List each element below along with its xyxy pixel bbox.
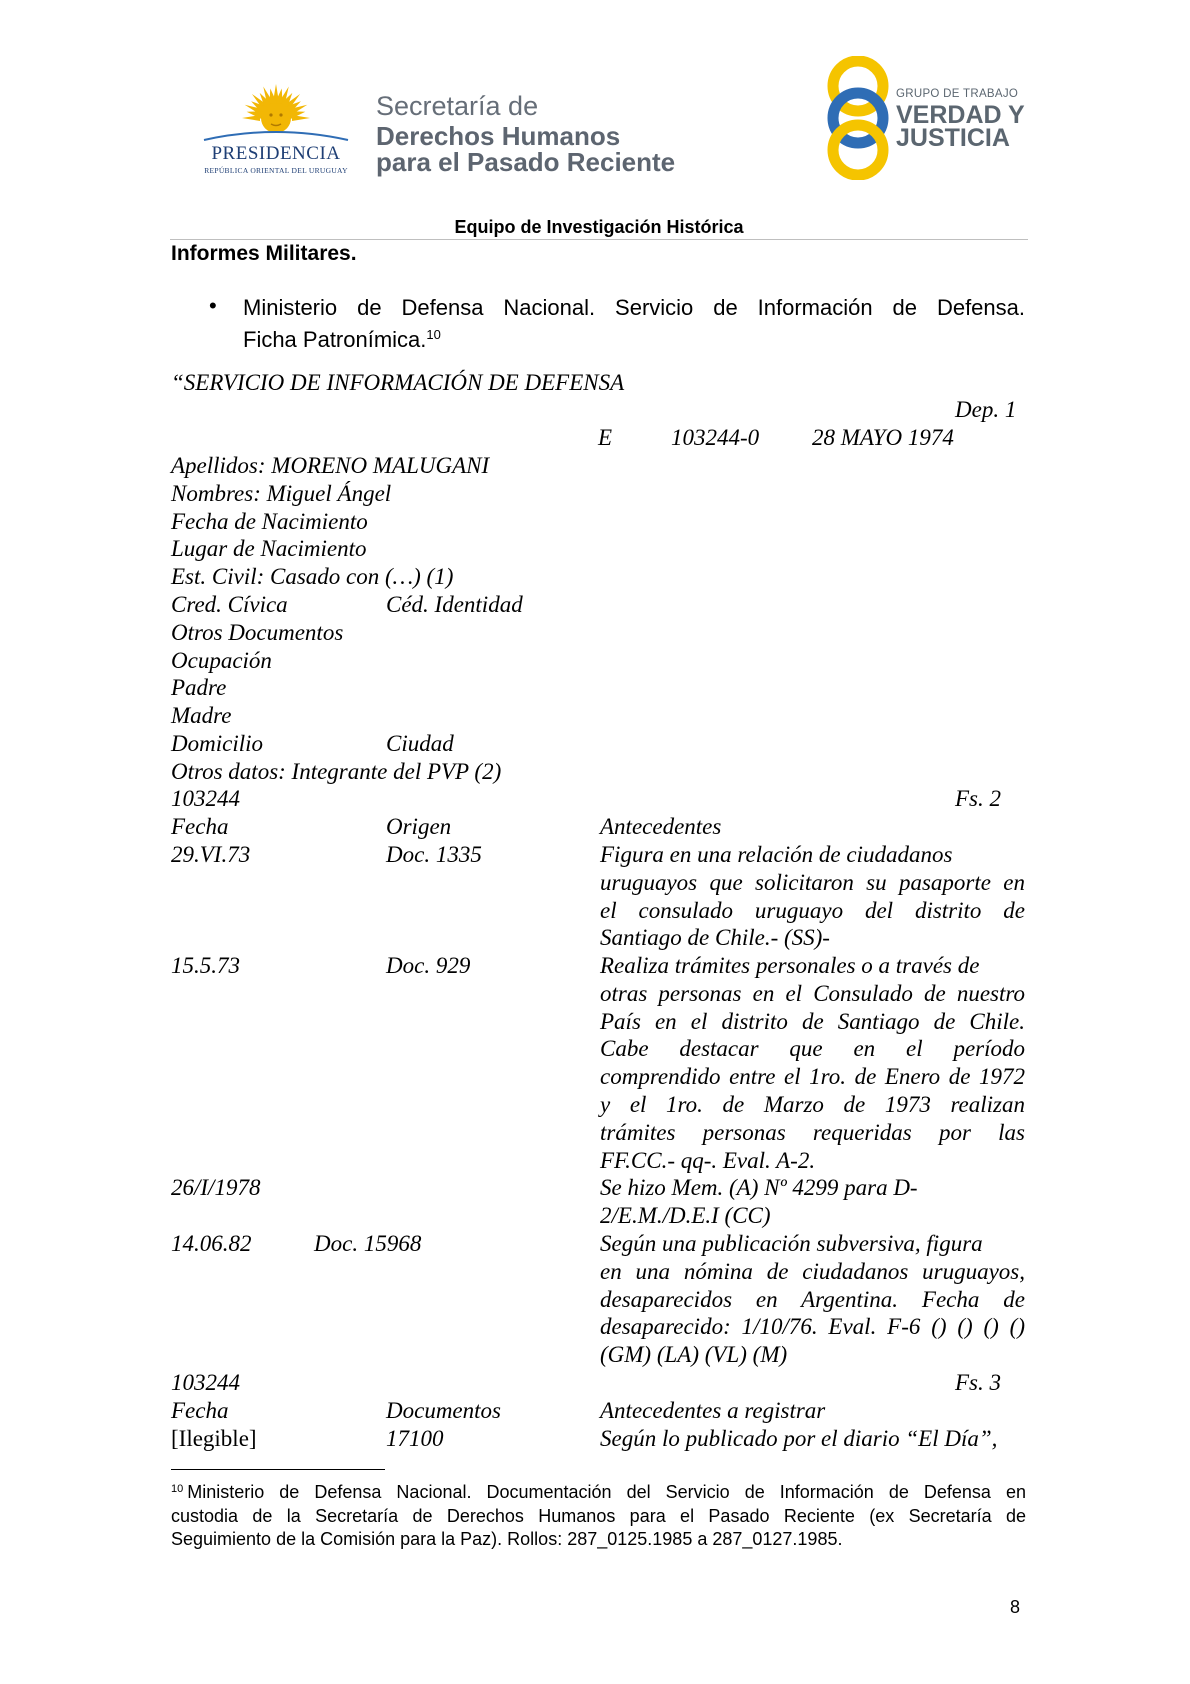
field-domicilio: Domicilio [171,731,263,756]
sun-emblem-icon [196,80,356,180]
col-fecha-2: Fecha [171,1398,229,1423]
interlocked-rings-icon [822,56,902,180]
entry-line: 2/E.M./D.E.I (CC) [600,1202,771,1228]
entry-line: Santiago de Chile.- (SS)- [600,925,830,951]
doc-date: 28 MAYO 1974 [812,425,954,450]
entry-fecha: 26/I/1978 [171,1175,261,1200]
col-origen: Origen [386,814,452,839]
footnote-ref: 10 [426,327,441,342]
field-otros-datos: Otros datos: Integrante del PVP (2) [171,759,502,784]
entry-line: el consulado uruguayo del distrito de [600,897,1025,923]
entry-antecedentes [600,952,1025,1174]
doc-dep: Dep. 1 [955,397,1017,422]
footnote-rule [171,1469,385,1470]
entry-line: Según una publicación subversiva, figura [600,1231,983,1256]
presidencia-sub-label: REPÚBLICA ORIENTAL DEL URUGUAY [204,166,348,175]
entry-line: Realiza trámites personales o a través de [600,953,980,978]
footnote [171,1478,1026,1552]
field-estado-civil: Est. Civil: Casado con (…) (1) [171,564,454,589]
grupo-big-label-2: JUSTICIA [896,124,1010,152]
entry-line: en una nómina de ciudadanos uruguayos, [600,1258,1025,1284]
entry-line: Figura en una relación de ciudadanos [600,842,953,867]
last-fecha: [Ilegible] [171,1426,257,1451]
entry-antecedentes [600,841,1025,952]
doc-e: E [598,425,613,450]
secretaria-line-3: para el Pasado Reciente [376,147,676,177]
entry-fecha: 29.VI.73 [171,842,251,867]
entry-line: y el 1ro. de Marzo de 1973 realizan [600,1091,1025,1117]
team-heading: Equipo de Investigación Histórica [454,217,744,237]
fs2-label: Fs. 2 [955,786,1001,811]
col-documentos: Documentos [386,1398,501,1423]
header-rule [170,239,1028,240]
secretaria-line-1: Secretaría de [376,91,539,121]
field-ced-identidad: Céd. Identidad [386,592,523,617]
fs2-id: 103244 [171,786,240,811]
entry-fecha: 14.06.82 [171,1231,252,1256]
secretaria-line-2: Derechos Humanos [376,121,621,151]
footnote-line-1 [171,1478,1026,1505]
entry-origen: Doc. 1335 [386,842,482,867]
fs3-label: Fs. 3 [955,1370,1001,1395]
col-antecedentes: Antecedentes [600,814,722,839]
last-text: Según lo publicado por el diario “El Día”, [600,1426,998,1451]
entry-line: FF.CC.- qq-. Eval. A-2. [600,1147,816,1173]
bullet-line-2-text: Ficha Patronímica. [243,327,427,352]
bullet-icon: • [209,293,217,318]
field-lugar-nacimiento: Lugar de Nacimiento [171,536,367,561]
footnote-line-3: Seguimiento de la Comisión para la Paz). Rollos: 287_0125.1985 a 287_0127.1985. [171,1529,843,1549]
last-doc: 17100 [386,1426,444,1451]
entry-line: desaparecido: 1/10/76. Eval. F-6 () () () () [600,1314,1025,1340]
entry-line: (GM) (LA) (VL) (M) [600,1342,788,1368]
entry-antecedentes [600,1230,1025,1369]
grupo-small-label: GRUPO DE TRABAJO [896,88,1019,100]
col-fecha: Fecha [171,814,229,839]
field-padre: Padre [171,675,227,700]
field-fecha-nacimiento: Fecha de Nacimiento [171,509,368,534]
footnote-number: 10 [171,1483,184,1495]
field-nombres: Nombres: Miguel Ángel [171,481,392,506]
page-number: 8 [1010,1597,1021,1617]
entry-origen: Doc. 15968 [314,1231,422,1256]
entry-line: Se hizo Mem. (A) Nº 4299 para D- [600,1175,918,1200]
field-madre: Madre [171,703,232,728]
entry-line: trámites personas requeridas por las [600,1119,1025,1145]
fs3-id: 103244 [171,1370,240,1395]
col-antecedentes-registrar: Antecedentes a registrar [600,1398,826,1423]
entry-line: País en el distrito de Santiago de Chile. [600,1008,1025,1034]
bullet-line-1: Ministerio de Defensa Nacional. Servicio de Información de Defensa. [243,295,1025,320]
bullet-line-2 [243,321,441,353]
doc-title: “SERVICIO DE INFORMACIÓN DE DEFENSA [171,370,625,395]
field-ciudad: Ciudad [386,731,454,756]
entry-line: Cabe destacar que en el período [600,1036,1025,1062]
footnote-line-2: custodia de la Secretaría de Derechos Humanos para el Pasado Reciente (ex Secretaría de [171,1505,1026,1526]
entry-line: uruguayos que solicitaron su pasaporte en [600,869,1025,895]
footnote-line-1-text: Ministerio de Defensa Nacional. Documentación del Servicio de Información de Defensa en [187,1482,1026,1502]
entry-line: comprendido entre el 1ro. de Enero de 1972 [600,1064,1025,1090]
presidencia-label: PRESIDENCIA [211,143,341,164]
entry-origen: Doc. 929 [386,953,471,978]
grupo-big-label-1: VERDAD Y [896,101,1025,129]
field-cred-civica: Cred. Cívica [171,592,288,617]
entry-line: desaparecidos en Argentina. Fecha de [600,1286,1025,1312]
doc-number: 103244-0 [671,425,760,450]
entry-antecedentes [600,1174,1025,1230]
entry-line: otras personas en el Consulado de nuestro [600,980,1025,1006]
entry-fecha: 15.5.73 [171,953,240,978]
field-ocupacion: Ocupación [171,648,272,673]
field-otros-documentos: Otros Documentos [171,620,344,645]
section-title: Informes Militares. [171,242,357,265]
field-apellidos: Apellidos: MORENO MALUGANI [171,453,490,478]
